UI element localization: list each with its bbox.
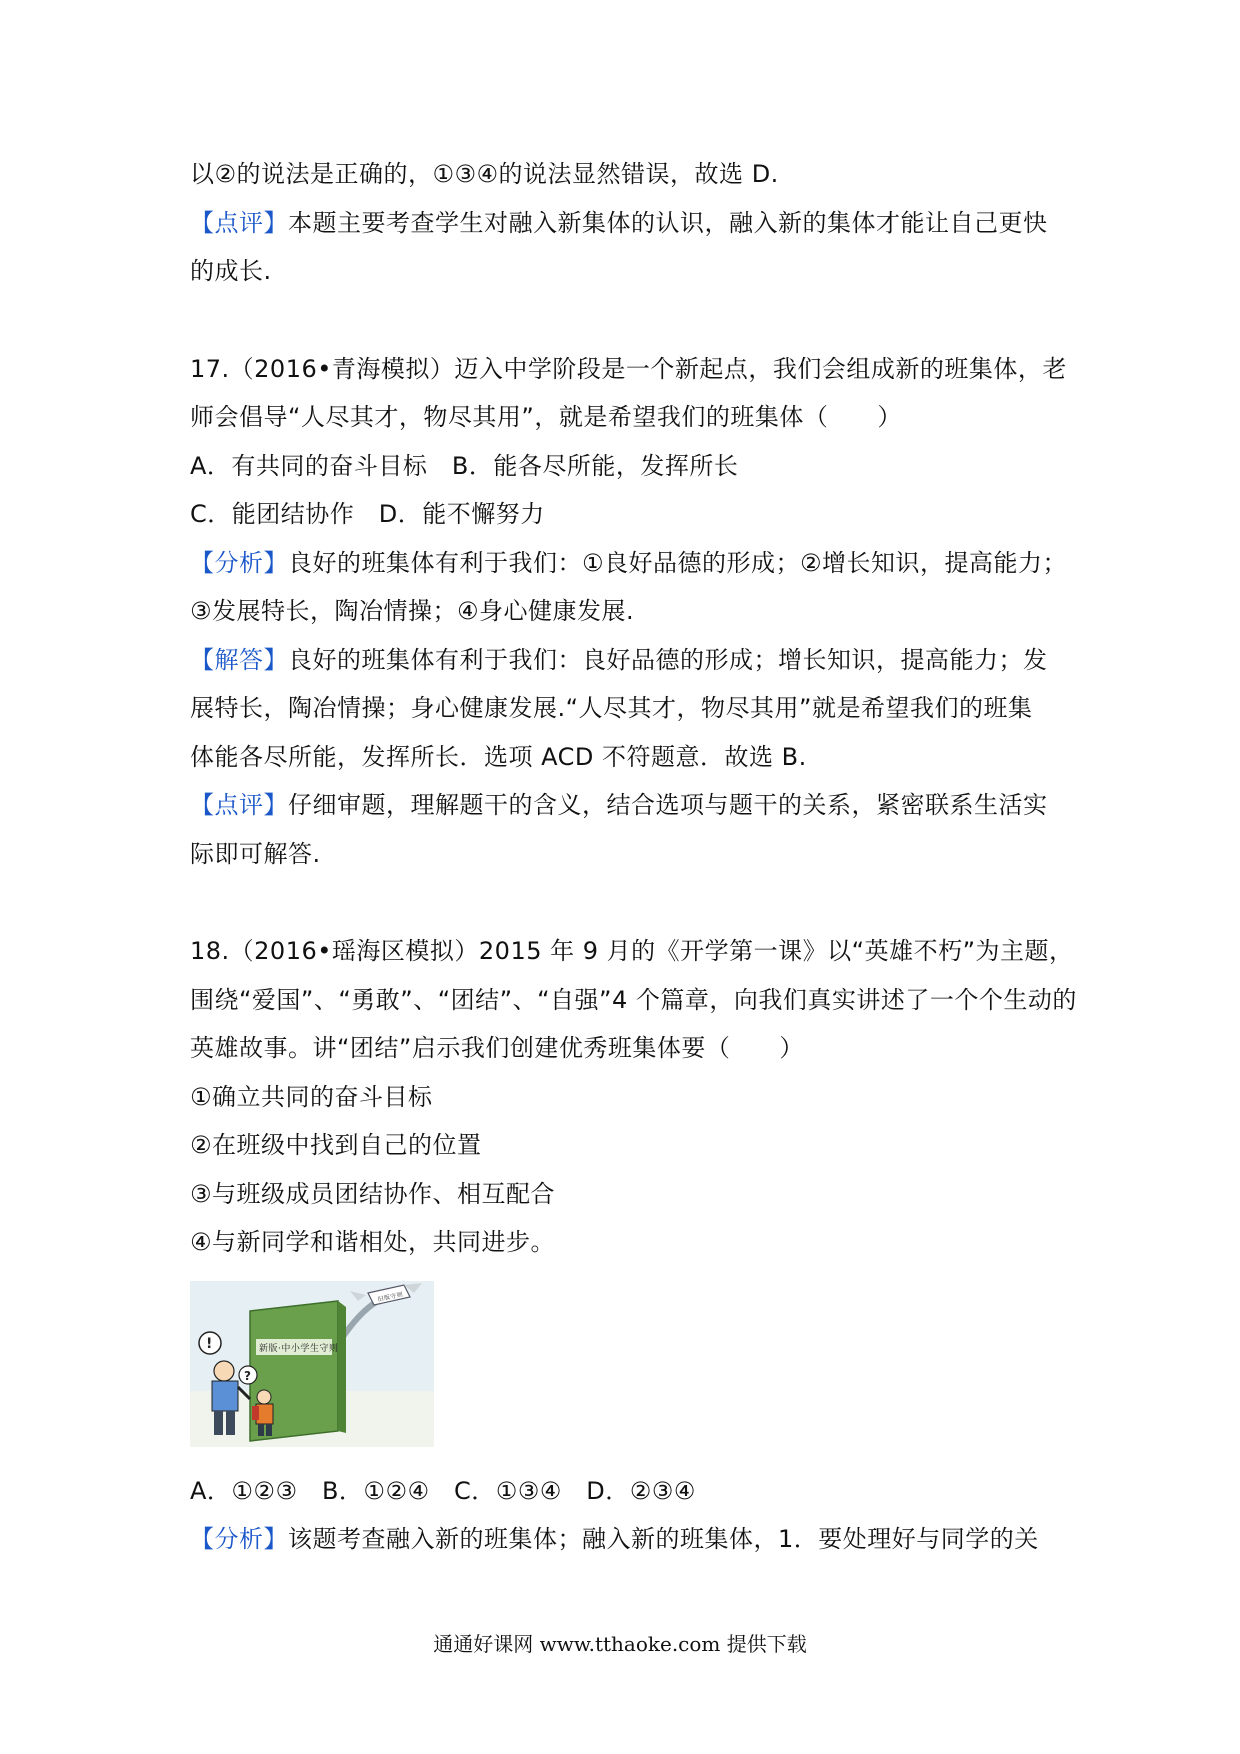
svg-text:?: ? — [244, 1368, 252, 1383]
document-body — [190, 150, 1077, 1564]
q17-answer: 【解答】良好的班集体有利于我们：良好品德的形成；增长知识，提高能力；发 — [190, 645, 1048, 674]
analysis-tag: 【分析】 — [190, 548, 288, 577]
q18-options: A．①②③ B．①②④ C．①③④ D．②③④ — [190, 1476, 696, 1505]
q18-stem-cont2: 英雄故事。讲“团结”启示我们创建优秀班集体要（ ） — [190, 1034, 804, 1062]
q18-item-4: ④与新同学和谐相处，共同进步。 — [190, 1228, 556, 1256]
prev-comment: 【点评】本题主要考查学生对融入新集体的认识，融入新的集体才能让自己更快 — [190, 208, 1048, 237]
q17-stem-cont: 师会倡导“人尽其才，物尽其用”，就是希望我们的班集体（ ） — [190, 403, 902, 431]
illustration-svg — [190, 1281, 434, 1447]
q17-comment-cont: 际即可解答. — [190, 839, 321, 868]
page-footer: 通通好课网 www.tthaoke.com 提供下载 — [433, 1632, 807, 1656]
comment-tag: 【点评】 — [190, 791, 288, 819]
svg-text:新版·中小学生守则: 新版·中小学生守则 — [259, 1343, 339, 1354]
q18-item-3: ③与班级成员团结协作、相互配合 — [190, 1179, 556, 1208]
q17-stem: 17.（2016•青海模拟）迈入中学阶段是一个新起点，我们会组成新的班集体，老 — [190, 354, 1067, 383]
q18-analysis: 【分析】该题考查融入新的班集体；融入新的班集体，1．要处理好与同学的关 — [190, 1525, 1039, 1553]
svg-text:!: ! — [206, 1335, 213, 1352]
prev-answer-tail: 以②的说法是正确的，①③④的说法显然错误，故选 D. — [190, 160, 779, 188]
answer-tag: 【解答】 — [190, 645, 288, 674]
analysis-tag: 【分析】 — [190, 1525, 288, 1553]
q17-analysis: 【分析】良好的班集体有利于我们：①良好品德的形成；②增长知识，提高能力； — [190, 548, 1068, 577]
q18-stem-cont: 围绕“爱国”、“勇敢”、“团结”、“自强”4 个篇章，向我们真实讲述了一个个生动的 — [190, 985, 1077, 1014]
comment-tag: 【点评】 — [190, 208, 288, 237]
q17-analysis-cont: ③发展特长，陶冶情操；④身心健康发展. — [190, 597, 635, 625]
q17-options-ab: A．有共同的奋斗目标 B．能各尽所能，发挥所长 — [190, 451, 739, 480]
q18-item-2: ②在班级中找到自己的位置 — [190, 1131, 482, 1159]
q17-answer-cont: 展特长，陶冶情操；身心健康发展.“人尽其才，物尽其用”就是希望我们的班集 — [190, 694, 1033, 722]
q18-stem: 18.（2016•瑶海区模拟）2015 年 9 月的《开学第一课》以“英雄不朽”为主题， — [190, 937, 1074, 965]
q17-options-cd: C．能团结协作 D．能不懈努力 — [190, 500, 545, 528]
q18-illustration — [190, 1281, 434, 1447]
q17-comment: 【点评】仔细审题，理解题干的含义，结合选项与题干的关系，紧密联系生活实 — [190, 791, 1048, 819]
svg-text:旧版守则: 旧版守则 — [377, 1290, 404, 1303]
prev-comment-cont: 的成长. — [190, 257, 272, 285]
q17-answer-cont2: 体能各尽所能，发挥所长．选项 ACD 不符题意．故选 B. — [190, 742, 807, 771]
q18-item-1: ①确立共同的奋斗目标 — [190, 1082, 433, 1111]
